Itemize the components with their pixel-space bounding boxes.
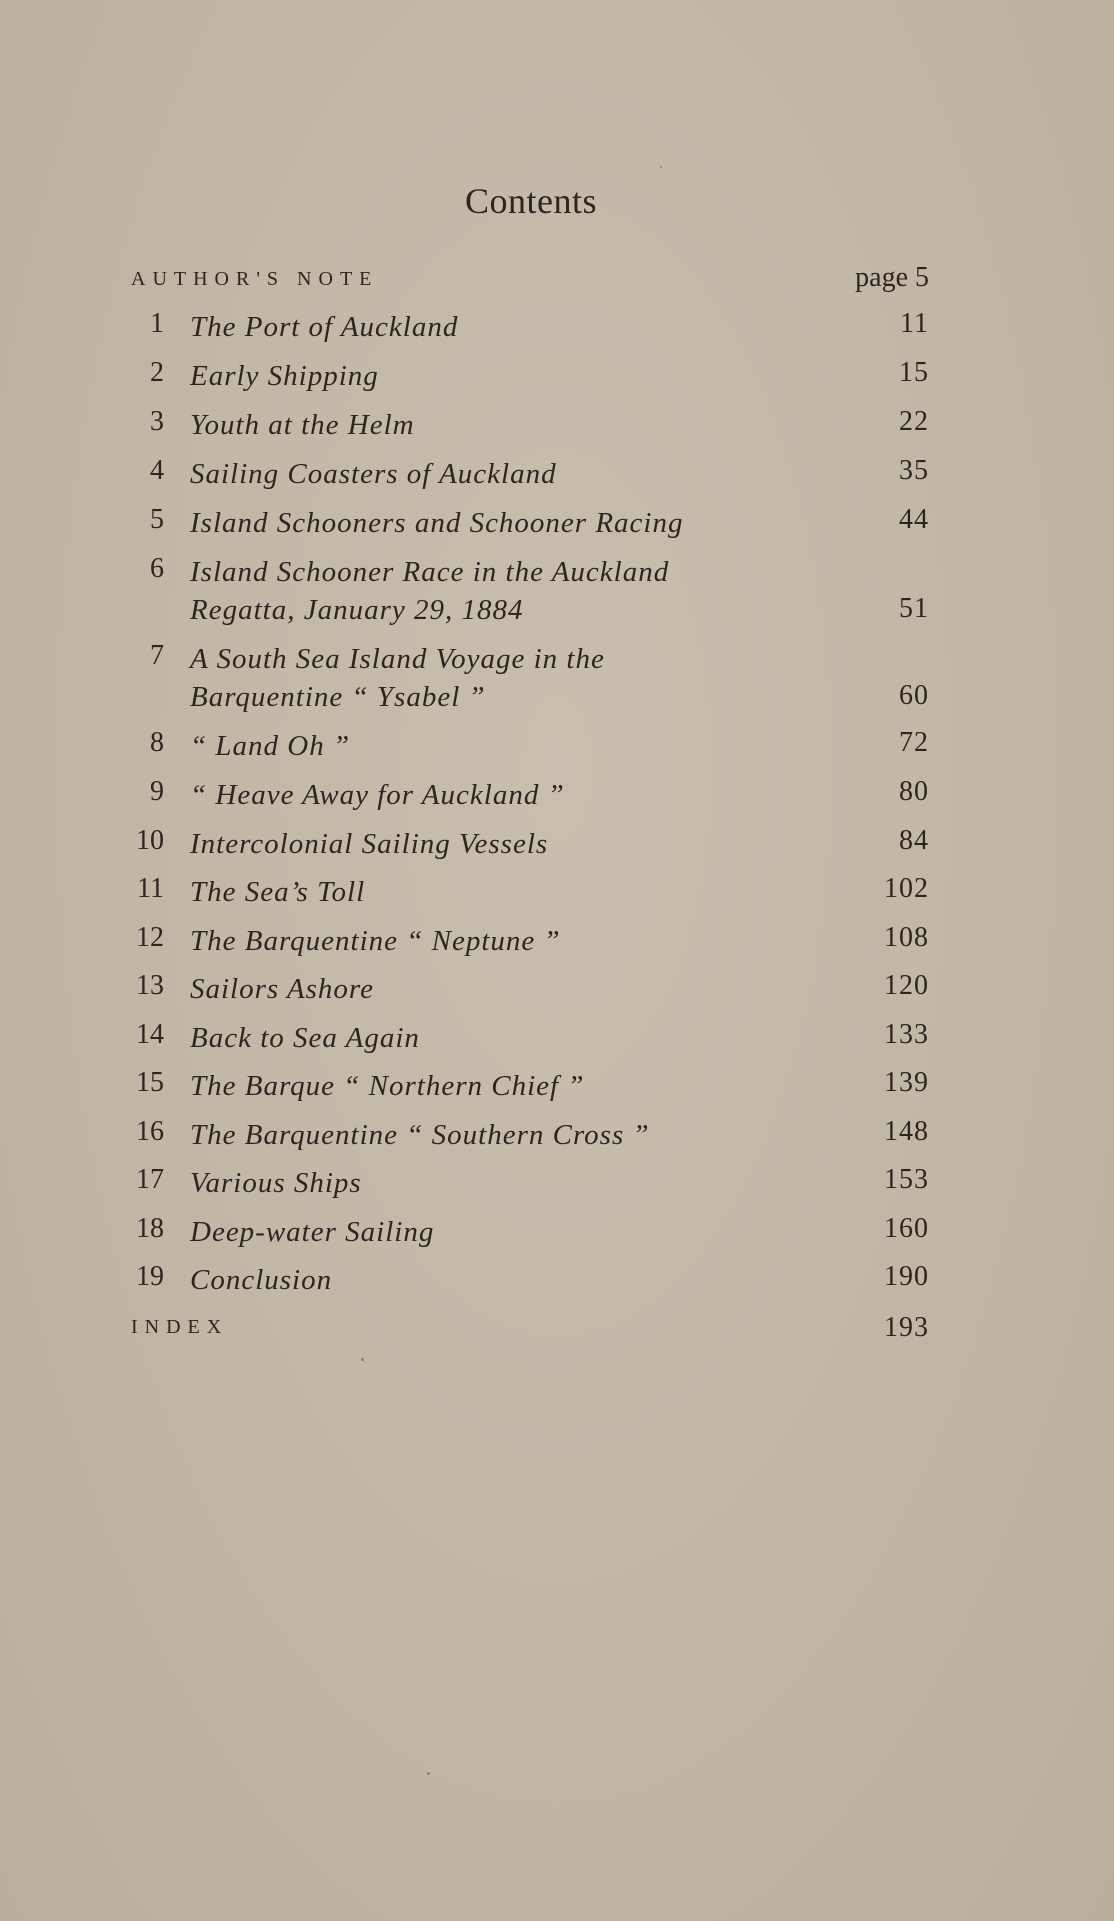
chapter-number: 9 [150,776,164,807]
chapter-title: “ Land Oh ” [190,730,351,762]
chapter-number: 10 [136,825,164,856]
chapter-page: 120 [884,970,929,1001]
chapter-number: 15 [136,1067,164,1098]
chapter-page: 190 [884,1261,929,1292]
chapter-page: 35 [899,455,929,486]
chapter-page: 148 [884,1116,929,1147]
chapter-page: 11 [900,308,929,339]
chapter-title: Deep-water Sailing [190,1216,435,1248]
chapter-number: 17 [136,1164,164,1195]
chapter-title-line2: Barquentine “ Ysabel ” [190,681,486,713]
front-page [729,262,929,294]
chapter-page: 80 [899,776,929,807]
chapter-number: 1 [150,308,164,339]
chapter-number: 2 [150,357,164,388]
chapter-number: 5 [150,504,164,535]
paper-speck [427,1772,430,1775]
chapter-page: 72 [899,727,929,758]
chapter-title: The Barquentine “ Southern Cross ” [190,1119,650,1151]
chapter-title: Back to Sea Again [190,1022,420,1054]
page-title: Contents [464,181,597,221]
paper-speck [660,166,662,168]
chapter-number: 7 [150,640,164,671]
front-page-number: 5 [915,262,929,293]
chapter-number: 18 [136,1213,164,1244]
chapter-page: 51 [899,593,929,624]
chapter-title: Youth at the Helm [190,409,415,441]
chapter-title-line1: Island Schooner Race in the Auckland [190,556,670,588]
chapter-number: 12 [136,922,164,953]
chapter-title: The Sea’s Toll [190,876,366,908]
back-label: INDEX [131,1316,229,1338]
chapter-title: Island Schooners and Schooner Racing [190,507,684,539]
chapter-page: 153 [884,1164,929,1195]
chapter-page: 15 [899,357,929,388]
back-page: 193 [884,1312,929,1343]
chapter-page: 108 [884,922,929,953]
chapter-title: “ Heave Away for Auckland ” [190,779,565,811]
chapter-number: 13 [136,970,164,1001]
chapter-page: 22 [899,406,929,437]
chapter-number: 3 [150,406,164,437]
chapter-title: The Barquentine “ Neptune ” [190,925,561,957]
chapter-title: The Port of Auckland [190,311,459,343]
chapter-number: 6 [150,553,164,584]
chapter-title-line2: Regatta, January 29, 1884 [190,594,524,626]
chapter-title: Various Ships [190,1167,362,1199]
chapter-number: 4 [150,455,164,486]
chapter-number: 11 [137,873,164,904]
front-label: AUTHOR'S NOTE [131,268,379,290]
chapter-number: 16 [136,1116,164,1147]
chapter-number: 14 [136,1019,164,1050]
chapter-page: 60 [899,680,929,711]
chapter-title: Early Shipping [190,360,379,392]
page-prefix: page [855,262,908,293]
chapter-number: 8 [150,727,164,758]
chapter-page: 102 [884,873,929,904]
chapter-page: 139 [884,1067,929,1098]
chapter-title-line1: A South Sea Island Voyage in the [190,643,605,675]
chapter-page: 160 [884,1213,929,1244]
chapter-page: 44 [899,504,929,535]
chapter-page: 133 [884,1019,929,1050]
chapter-title: The Barque “ Northern Chief ” [190,1070,585,1102]
chapter-title: Conclusion [190,1264,333,1296]
chapter-title: Intercolonial Sailing Vessels [190,828,549,860]
chapter-number: 19 [136,1261,164,1292]
paper-speck [361,1358,364,1361]
chapter-title: Sailors Ashore [190,973,374,1005]
chapter-title: Sailing Coasters of Auckland [190,458,557,490]
chapter-page: 84 [899,825,929,856]
